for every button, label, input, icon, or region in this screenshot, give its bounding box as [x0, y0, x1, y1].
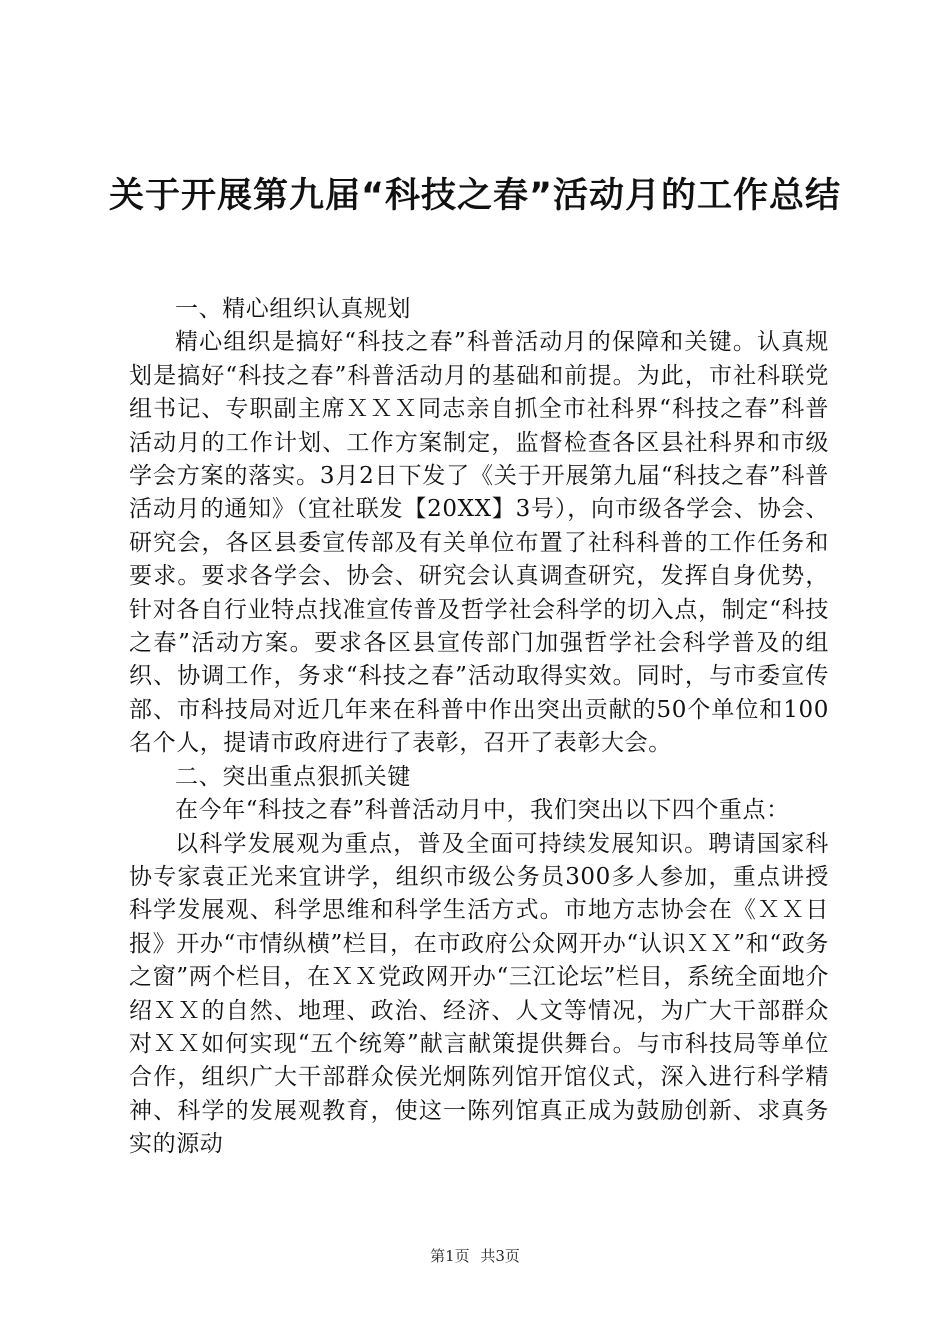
document-title: 关于开展第九届“科技之春”活动月的工作总结 — [108, 176, 841, 216]
body-paragraph: 精心组织是搞好“科技之春”科普活动月的保障和关键。认真规划是搞好“科技之春”科普活动月的基础和前提。为此，市社科联党组书记、专职副主席ＸＸＸ同志亲自抓全市社科界“科技之春”科普活动月的工作计划、工作方案制定，监督检查各区县社科界和市级学会方案的落实。3月2日下发了《关于开展第九届“科技之春”科普活动月的通知》（宜社联发【20XX】3号），向市级各学会、协会、研究会，各区县委宣传部及有关单位布置了社科科普的工作任务和要求。要求各学会、协会、研究会认真调查研究，发挥自身优势，针对各自行业特点找准宣传普及哲学社会科学的切入点，制定“科技之春”活动方案。要求各区县宣传部门加强哲学社会科学普及的组织、协调工作，务求“科技之春”活动取得实效。同时，与市委宣传部、市科技局对近几年来在科普中作出突出贡献的50个单位和100名个人，提请市政府进行了表彰，召开了表彰大会。 — [129, 329, 829, 757]
page-number: 第1页 — [430, 1247, 470, 1265]
page-footer — [0, 1246, 950, 1266]
page-total: 共3页 — [480, 1247, 520, 1265]
section-heading: 一、精心组织认真规划 — [175, 296, 411, 322]
body-paragraph: 以科学发展观为重点，普及全面可持续发展知识。聘请国家科协专家袁正光来宜讲学，组织市级公务员300多人参加，重点讲授科学发展观、科学思维和科学生活方式。市地方志协会在《ＸＸ日报》开办“市情纵横”栏目，在市政府公众网开办“认识ＸＸ”和“政务之窗”两个栏目，在ＸＸ党政网开办“三江论坛”栏目，系统全面地介绍ＸＸ的自然、地理、政治、经济、人文等情况，为广大干部群众对ＸＸ如何实现“五个统筹”献言献策提供舞台。与市科技局等单位合作，组织广大干部群众侯光炯陈列馆开馆仪式，深入进行科学精神、科学的发展观教育，使这一陈列馆真正成为鼓励创新、求真务实的源动 — [129, 830, 829, 1158]
body-paragraph: 在今年“科技之春”科普活动月中，我们突出以下四个重点： — [175, 797, 790, 824]
section-heading: 二、突出重点狠抓关键 — [175, 763, 411, 790]
document-body — [129, 293, 829, 1162]
